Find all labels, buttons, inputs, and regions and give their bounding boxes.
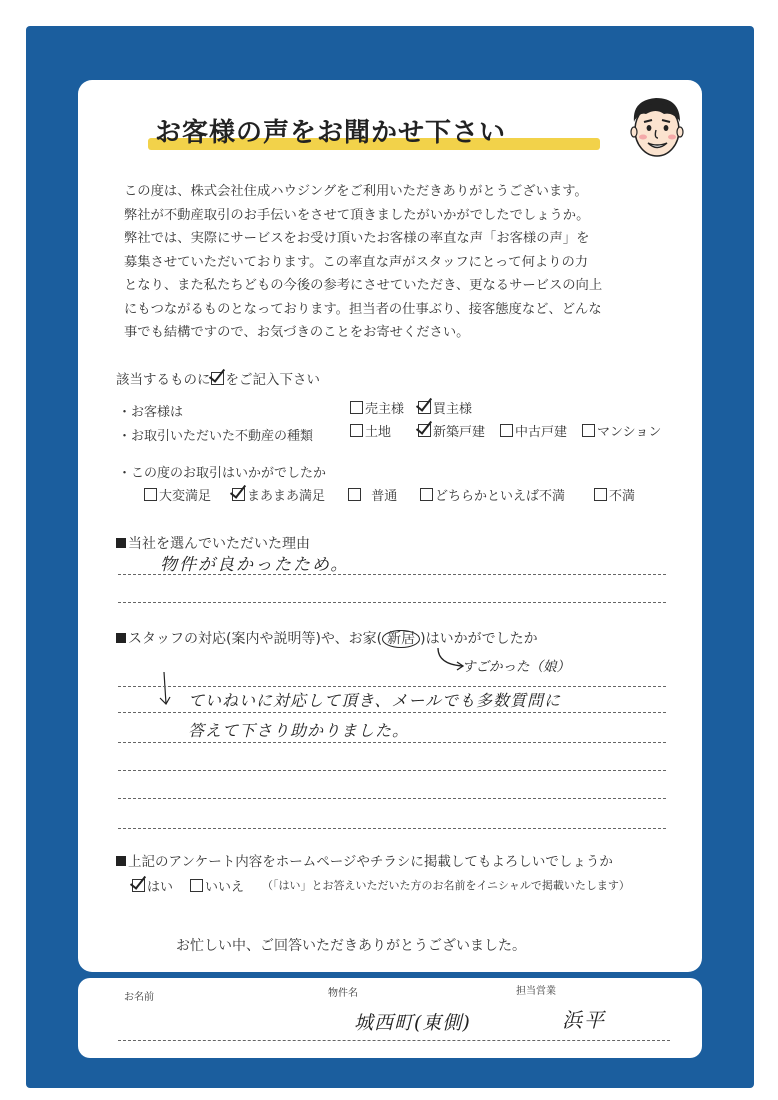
footer-line: [118, 1040, 670, 1041]
intro-line: 事でも結構ですので、お気づきのことをお寄せください。: [124, 325, 470, 340]
checkbox-icon[interactable]: [350, 401, 363, 414]
option-label: はい: [147, 880, 174, 895]
property-label: 物件名: [328, 988, 358, 999]
option-very-satisfied[interactable]: [144, 485, 211, 504]
check-instruction-pre: 該当するものに: [116, 372, 211, 388]
satisfaction-label: ・この度のお取引はいかがでしたか: [118, 466, 327, 481]
option-mansion[interactable]: [582, 421, 661, 440]
checkbox-icon[interactable]: [420, 488, 433, 501]
checkbox-icon[interactable]: [500, 424, 513, 437]
publish-heading-text: 上記のアンケート内容をホームページやチラシに掲載してもよろしいでしょうか: [128, 854, 613, 870]
circled-word: 新居: [382, 630, 420, 648]
intro-line: 弊社では、実際にサービスをお受け頂いたお客様の率直な声「お客様の声」を: [124, 231, 590, 246]
customer-type-label: ・お客様は: [118, 405, 184, 420]
option-used-house[interactable]: [500, 421, 567, 440]
staff-heading: [116, 628, 538, 648]
option-label: どちらかといえば不満: [435, 489, 566, 504]
answer-line: [118, 798, 666, 799]
option-buyer[interactable]: [418, 398, 472, 417]
option-seller[interactable]: [350, 398, 404, 417]
sales-label: 担当営業: [516, 986, 556, 997]
checkbox-icon[interactable]: [418, 424, 431, 437]
square-bullet-icon: [116, 633, 126, 643]
option-dissatisfied[interactable]: [594, 485, 635, 504]
option-land[interactable]: [350, 421, 391, 440]
checkbox-icon[interactable]: [348, 488, 361, 501]
answer-line: [118, 742, 666, 743]
staff-heading-pre: スタッフの対応(案内や説明等)や、お家(: [128, 631, 383, 647]
page-title: お客様の声をお聞かせ下さい: [155, 118, 507, 148]
intro-line: 弊社が不動産取引のお手伝いをさせて頂きましたがいかがでしたでしょうか。: [124, 207, 590, 223]
answer-line: [118, 712, 666, 713]
publish-no[interactable]: [190, 876, 244, 895]
option-label: 売主様: [365, 402, 405, 417]
option-label: 買主様: [433, 402, 473, 417]
sales-value[interactable]: 浜平: [562, 1008, 606, 1032]
option-label: マンション: [597, 425, 662, 440]
square-bullet-icon: [116, 856, 126, 866]
option-label: 普通: [371, 489, 398, 504]
check-instruction: [116, 368, 320, 388]
option-label: 新築戸建: [433, 425, 486, 440]
checkbox-icon[interactable]: [132, 879, 145, 892]
checkbox-icon[interactable]: [582, 424, 595, 437]
checkbox-icon[interactable]: [190, 879, 203, 892]
option-neutral[interactable]: [348, 485, 397, 504]
publish-note: （「はい」とお答えいただいた方のお名前をイニシャルで掲載いたします）: [262, 879, 630, 892]
option-label: いいえ: [205, 880, 245, 895]
publish-heading: [116, 850, 613, 870]
reason-heading-text: 当社を選んでいただいた理由: [128, 536, 310, 552]
property-type-label: ・お取引いただいた不動産の種類: [118, 429, 314, 444]
answer-line: [118, 574, 666, 575]
name-label: お名前: [124, 992, 154, 1003]
option-label: まあまあ満足: [247, 489, 326, 504]
option-satisfied[interactable]: [232, 485, 325, 504]
staff-answer-line2[interactable]: 答えて下さり助かりました。: [188, 721, 410, 740]
check-instruction-post: をご記入下さい: [225, 372, 320, 388]
checkbox-icon[interactable]: [594, 488, 607, 501]
staff-heading-post: )はいかがでしたか: [420, 631, 538, 647]
intro-text: [124, 180, 684, 345]
answer-line: [118, 828, 666, 829]
option-somewhat-dissatisfied[interactable]: [420, 485, 565, 504]
checkbox-icon[interactable]: [232, 488, 245, 501]
answer-line: [118, 770, 666, 771]
intro-line: にもつながるものとなっております。担当者の仕事ぶり、接客態度など、どんな: [124, 301, 602, 317]
staff-note[interactable]: すごかった（娘）: [462, 659, 570, 675]
staff-answer-line1[interactable]: ていねいに対応して頂き、メールでも多数質問に: [188, 691, 562, 710]
intro-line: となり、また私たちどもの今後の参考にさせていただき、更なるサービスの向上: [124, 278, 603, 293]
option-new-house[interactable]: [418, 421, 485, 440]
publish-yes[interactable]: [132, 876, 173, 895]
checkbox-icon[interactable]: [418, 401, 431, 414]
intro-line: この度は、株式会社住成ハウジングをご利用いただきありがとうございます。: [124, 184, 588, 199]
answer-line: [118, 602, 666, 603]
square-bullet-icon: [116, 538, 126, 548]
option-label: 不満: [609, 489, 636, 504]
reason-answer[interactable]: 物件が良かったため。: [160, 555, 350, 575]
smiling-man-icon: [620, 92, 692, 164]
checkbox-icon[interactable]: [350, 424, 363, 437]
checkbox-icon[interactable]: [144, 488, 157, 501]
pencil-arrow-icon: [154, 670, 174, 710]
intro-line: 募集させていただいております。この率直な声がスタッフにとって何よりの力: [124, 254, 589, 270]
option-label: 大変満足: [159, 489, 212, 504]
option-label: 中古戸建: [515, 425, 568, 440]
option-label: 土地: [365, 425, 392, 440]
property-value[interactable]: 城西町(東側): [354, 1012, 471, 1034]
checkbox-icon: [211, 372, 224, 385]
thanks-text: お忙しい中、ご回答いただきありがとうございました。: [176, 938, 526, 954]
answer-line: [118, 686, 666, 687]
